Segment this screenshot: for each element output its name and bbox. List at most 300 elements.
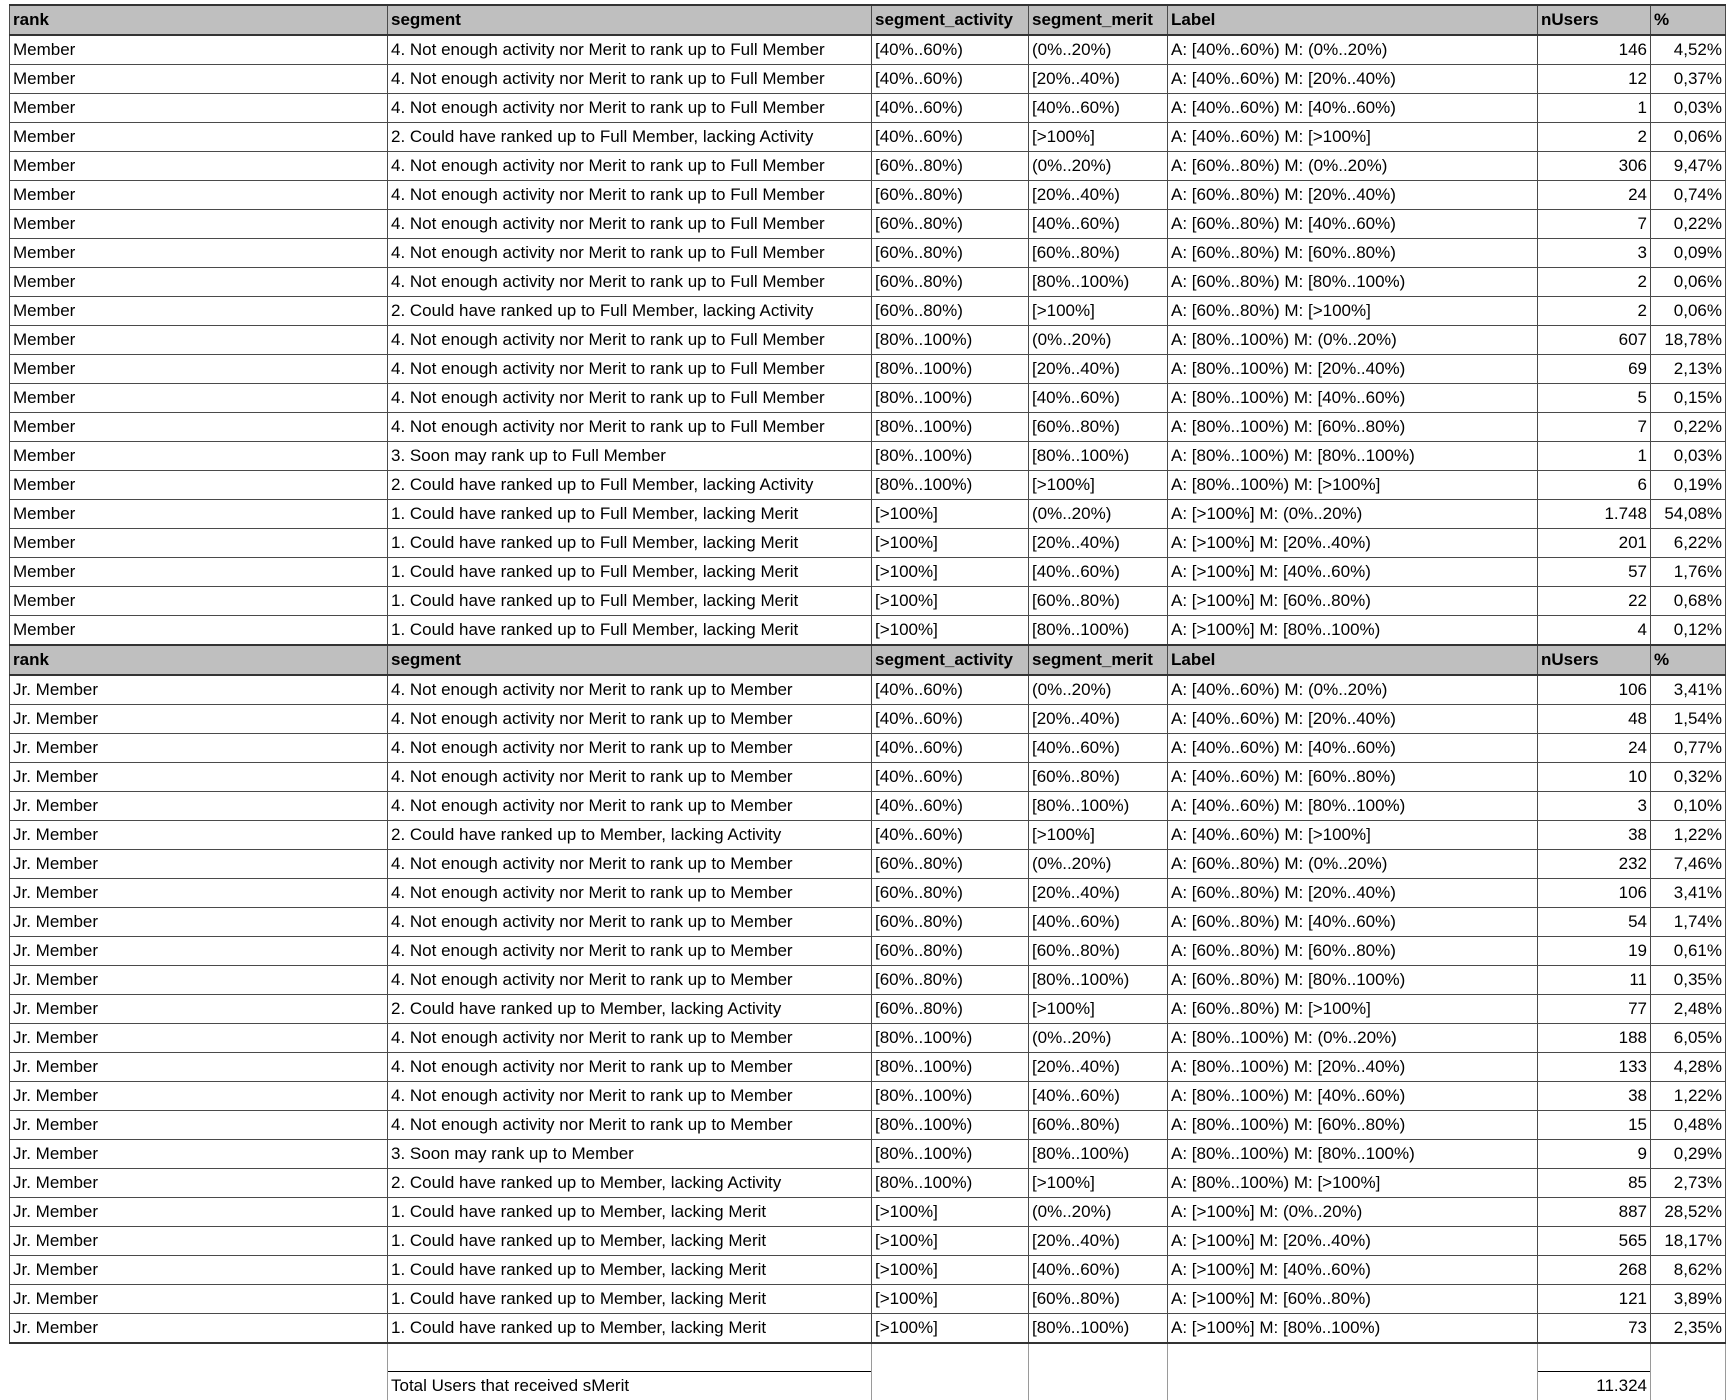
column-header-nusers[interactable]: nUsers	[1538, 645, 1651, 675]
cell-percent[interactable]: 0,09%	[1651, 239, 1726, 268]
cell-label[interactable]: A: [40%..60%) M: [80%..100%)	[1168, 792, 1538, 821]
cell-label[interactable]: A: [40%..60%) M: [>100%]	[1168, 123, 1538, 152]
cell-segment[interactable]: 4. Not enough activity nor Merit to rank up to Member	[388, 792, 872, 821]
cell-segment-merit[interactable]: [60%..80%)	[1029, 413, 1168, 442]
cell-nusers[interactable]: 7	[1538, 413, 1651, 442]
cell-percent[interactable]: 0,37%	[1651, 65, 1726, 94]
cell-segment-merit[interactable]: [60%..80%)	[1029, 763, 1168, 792]
cell-segment-activity[interactable]: [80%..100%)	[872, 384, 1029, 413]
cell-rank[interactable]: Member	[10, 616, 388, 646]
column-header-segment-merit[interactable]: segment_merit	[1029, 645, 1168, 675]
cell-percent[interactable]: 0,15%	[1651, 384, 1726, 413]
cell-label[interactable]: A: [80%..100%) M: [40%..60%)	[1168, 1082, 1538, 1111]
cell-segment-merit[interactable]: [80%..100%)	[1029, 1140, 1168, 1169]
empty-cell[interactable]	[10, 1371, 388, 1400]
empty-cell[interactable]	[1651, 1343, 1726, 1371]
cell-percent[interactable]: 6,05%	[1651, 1024, 1726, 1053]
cell-label[interactable]: A: [>100%] M: [20%..40%)	[1168, 529, 1538, 558]
cell-segment[interactable]: 1. Could have ranked up to Full Member, lacking Merit	[388, 500, 872, 529]
cell-nusers[interactable]: 146	[1538, 35, 1651, 65]
cell-segment-activity[interactable]: [60%..80%)	[872, 239, 1029, 268]
cell-nusers[interactable]: 887	[1538, 1198, 1651, 1227]
cell-label[interactable]: A: [60%..80%) M: (0%..20%)	[1168, 850, 1538, 879]
cell-label[interactable]: A: [80%..100%) M: [60%..80%)	[1168, 1111, 1538, 1140]
cell-rank[interactable]: Jr. Member	[10, 1256, 388, 1285]
cell-percent[interactable]: 9,47%	[1651, 152, 1726, 181]
cell-label[interactable]: A: [>100%] M: [20%..40%)	[1168, 1227, 1538, 1256]
cell-label[interactable]: A: [60%..80%) M: [80%..100%)	[1168, 966, 1538, 995]
cell-segment[interactable]: 4. Not enough activity nor Merit to rank up to Full Member	[388, 355, 872, 384]
cell-segment-merit[interactable]: [80%..100%)	[1029, 616, 1168, 646]
cell-percent[interactable]: 3,41%	[1651, 879, 1726, 908]
cell-segment[interactable]: 4. Not enough activity nor Merit to rank up to Member	[388, 879, 872, 908]
cell-segment-merit[interactable]: [20%..40%)	[1029, 181, 1168, 210]
cell-percent[interactable]: 0,22%	[1651, 210, 1726, 239]
cell-segment[interactable]: 4. Not enough activity nor Merit to rank up to Full Member	[388, 239, 872, 268]
cell-segment[interactable]: 4. Not enough activity nor Merit to rank up to Member	[388, 966, 872, 995]
cell-segment-activity[interactable]: [80%..100%)	[872, 326, 1029, 355]
cell-nusers[interactable]: 57	[1538, 558, 1651, 587]
cell-nusers[interactable]: 11	[1538, 966, 1651, 995]
cell-segment-merit[interactable]: [80%..100%)	[1029, 792, 1168, 821]
cell-segment-activity[interactable]: [60%..80%)	[872, 268, 1029, 297]
cell-segment[interactable]: 2. Could have ranked up to Member, lacking Activity	[388, 821, 872, 850]
cell-nusers[interactable]: 1	[1538, 442, 1651, 471]
cell-segment-activity[interactable]: [60%..80%)	[872, 937, 1029, 966]
cell-percent[interactable]: 0,19%	[1651, 471, 1726, 500]
cell-segment-activity[interactable]: [80%..100%)	[872, 442, 1029, 471]
cell-segment[interactable]: 4. Not enough activity nor Merit to rank up to Full Member	[388, 65, 872, 94]
cell-segment[interactable]: 4. Not enough activity nor Merit to rank up to Full Member	[388, 94, 872, 123]
cell-segment[interactable]: 4. Not enough activity nor Merit to rank up to Member	[388, 763, 872, 792]
cell-segment-activity[interactable]: [80%..100%)	[872, 1024, 1029, 1053]
empty-cell[interactable]	[388, 1343, 872, 1371]
cell-rank[interactable]: Jr. Member	[10, 850, 388, 879]
cell-segment-activity[interactable]: [60%..80%)	[872, 995, 1029, 1024]
empty-cell[interactable]	[872, 1371, 1029, 1400]
cell-rank[interactable]: Jr. Member	[10, 1053, 388, 1082]
cell-percent[interactable]: 3,89%	[1651, 1285, 1726, 1314]
cell-nusers[interactable]: 565	[1538, 1227, 1651, 1256]
cell-rank[interactable]: Member	[10, 152, 388, 181]
cell-label[interactable]: A: [>100%] M: [80%..100%)	[1168, 616, 1538, 646]
cell-label[interactable]: A: [60%..80%) M: [60%..80%)	[1168, 239, 1538, 268]
empty-cell[interactable]	[1538, 1343, 1651, 1371]
cell-segment-activity[interactable]: [>100%]	[872, 500, 1029, 529]
cell-percent[interactable]: 7,46%	[1651, 850, 1726, 879]
cell-percent[interactable]: 0,06%	[1651, 297, 1726, 326]
cell-segment-merit[interactable]: [40%..60%)	[1029, 908, 1168, 937]
cell-segment[interactable]: 4. Not enough activity nor Merit to rank up to Member	[388, 908, 872, 937]
cell-rank[interactable]: Jr. Member	[10, 1285, 388, 1314]
cell-segment[interactable]: 1. Could have ranked up to Full Member, lacking Merit	[388, 616, 872, 646]
cell-segment-merit[interactable]: [>100%]	[1029, 297, 1168, 326]
cell-segment[interactable]: 4. Not enough activity nor Merit to rank up to Member	[388, 705, 872, 734]
cell-percent[interactable]: 28,52%	[1651, 1198, 1726, 1227]
cell-percent[interactable]: 0,06%	[1651, 268, 1726, 297]
cell-segment-activity[interactable]: [40%..60%)	[872, 763, 1029, 792]
cell-rank[interactable]: Member	[10, 384, 388, 413]
cell-rank[interactable]: Member	[10, 587, 388, 616]
cell-segment-merit[interactable]: [40%..60%)	[1029, 210, 1168, 239]
cell-rank[interactable]: Jr. Member	[10, 1111, 388, 1140]
cell-nusers[interactable]: 85	[1538, 1169, 1651, 1198]
cell-percent[interactable]: 1,74%	[1651, 908, 1726, 937]
column-header-label[interactable]: Label	[1168, 645, 1538, 675]
cell-rank[interactable]: Member	[10, 558, 388, 587]
empty-cell[interactable]	[1651, 1371, 1726, 1400]
cell-nusers[interactable]: 54	[1538, 908, 1651, 937]
cell-rank[interactable]: Jr. Member	[10, 763, 388, 792]
cell-nusers[interactable]: 9	[1538, 1140, 1651, 1169]
cell-rank[interactable]: Member	[10, 413, 388, 442]
cell-segment-activity[interactable]: [40%..60%)	[872, 65, 1029, 94]
cell-segment-activity[interactable]: [40%..60%)	[872, 821, 1029, 850]
cell-segment-merit[interactable]: [40%..60%)	[1029, 734, 1168, 763]
cell-segment-activity[interactable]: [80%..100%)	[872, 413, 1029, 442]
cell-segment-activity[interactable]: [>100%]	[872, 1256, 1029, 1285]
cell-label[interactable]: A: [>100%] M: [60%..80%)	[1168, 587, 1538, 616]
cell-percent[interactable]: 3,41%	[1651, 675, 1726, 705]
column-header-segment-activity[interactable]: segment_activity	[872, 5, 1029, 35]
cell-segment-activity[interactable]: [80%..100%)	[872, 355, 1029, 384]
cell-segment-activity[interactable]: [>100%]	[872, 1227, 1029, 1256]
cell-segment-merit[interactable]: [20%..40%)	[1029, 1053, 1168, 1082]
cell-rank[interactable]: Jr. Member	[10, 1024, 388, 1053]
cell-nusers[interactable]: 48	[1538, 705, 1651, 734]
column-header-segment[interactable]: segment	[388, 645, 872, 675]
cell-segment-merit[interactable]: [20%..40%)	[1029, 1227, 1168, 1256]
cell-rank[interactable]: Jr. Member	[10, 1082, 388, 1111]
cell-label[interactable]: A: [40%..60%) M: [>100%]	[1168, 821, 1538, 850]
cell-segment-merit[interactable]: [40%..60%)	[1029, 1256, 1168, 1285]
cell-label[interactable]: A: [80%..100%) M: [80%..100%)	[1168, 1140, 1538, 1169]
cell-segment-merit[interactable]: [20%..40%)	[1029, 65, 1168, 94]
empty-cell[interactable]	[1168, 1343, 1538, 1371]
cell-percent[interactable]: 0,03%	[1651, 442, 1726, 471]
cell-segment-activity[interactable]: [60%..80%)	[872, 966, 1029, 995]
cell-segment-merit[interactable]: [40%..60%)	[1029, 558, 1168, 587]
cell-label[interactable]: A: [40%..60%) M: (0%..20%)	[1168, 675, 1538, 705]
cell-rank[interactable]: Jr. Member	[10, 675, 388, 705]
cell-segment[interactable]: 1. Could have ranked up to Full Member, lacking Merit	[388, 529, 872, 558]
cell-nusers[interactable]: 5	[1538, 384, 1651, 413]
cell-percent[interactable]: 2,13%	[1651, 355, 1726, 384]
cell-segment-merit[interactable]: [20%..40%)	[1029, 355, 1168, 384]
cell-segment-merit[interactable]: (0%..20%)	[1029, 1198, 1168, 1227]
cell-nusers[interactable]: 268	[1538, 1256, 1651, 1285]
cell-rank[interactable]: Jr. Member	[10, 1314, 388, 1344]
empty-cell[interactable]	[1168, 1371, 1538, 1400]
cell-nusers[interactable]: 3	[1538, 792, 1651, 821]
cell-label[interactable]: A: [>100%] M: (0%..20%)	[1168, 1198, 1538, 1227]
cell-segment-merit[interactable]: (0%..20%)	[1029, 326, 1168, 355]
cell-segment[interactable]: 1. Could have ranked up to Member, lacking Merit	[388, 1256, 872, 1285]
cell-rank[interactable]: Jr. Member	[10, 937, 388, 966]
empty-cell[interactable]	[1029, 1371, 1168, 1400]
cell-segment-activity[interactable]: [40%..60%)	[872, 35, 1029, 65]
cell-nusers[interactable]: 1	[1538, 94, 1651, 123]
cell-rank[interactable]: Jr. Member	[10, 792, 388, 821]
cell-percent[interactable]: 18,78%	[1651, 326, 1726, 355]
total-value[interactable]: 11.324	[1538, 1371, 1651, 1400]
cell-percent[interactable]: 0,03%	[1651, 94, 1726, 123]
cell-nusers[interactable]: 607	[1538, 326, 1651, 355]
cell-label[interactable]: A: [60%..80%) M: [>100%]	[1168, 995, 1538, 1024]
cell-rank[interactable]: Jr. Member	[10, 1169, 388, 1198]
cell-label[interactable]: A: [60%..80%) M: [60%..80%)	[1168, 937, 1538, 966]
cell-segment[interactable]: 1. Could have ranked up to Member, lacking Merit	[388, 1285, 872, 1314]
cell-label[interactable]: A: [80%..100%) M: [40%..60%)	[1168, 384, 1538, 413]
cell-rank[interactable]: Member	[10, 297, 388, 326]
cell-segment[interactable]: 4. Not enough activity nor Merit to rank up to Full Member	[388, 268, 872, 297]
cell-label[interactable]: A: [40%..60%) M: [20%..40%)	[1168, 65, 1538, 94]
cell-rank[interactable]: Jr. Member	[10, 879, 388, 908]
cell-nusers[interactable]: 106	[1538, 675, 1651, 705]
cell-nusers[interactable]: 1.748	[1538, 500, 1651, 529]
cell-segment-activity[interactable]: [>100%]	[872, 558, 1029, 587]
cell-segment[interactable]: 4. Not enough activity nor Merit to rank up to Member	[388, 850, 872, 879]
cell-percent[interactable]: 0,32%	[1651, 763, 1726, 792]
cell-label[interactable]: A: [80%..100%) M: [>100%]	[1168, 471, 1538, 500]
cell-nusers[interactable]: 121	[1538, 1285, 1651, 1314]
cell-label[interactable]: A: [60%..80%) M: [20%..40%)	[1168, 181, 1538, 210]
cell-nusers[interactable]: 7	[1538, 210, 1651, 239]
cell-rank[interactable]: Jr. Member	[10, 1198, 388, 1227]
cell-segment-merit[interactable]: [20%..40%)	[1029, 705, 1168, 734]
cell-label[interactable]: A: [40%..60%) M: [60%..80%)	[1168, 763, 1538, 792]
cell-segment-activity[interactable]: [40%..60%)	[872, 792, 1029, 821]
cell-percent[interactable]: 0,12%	[1651, 616, 1726, 646]
cell-label[interactable]: A: [80%..100%) M: [80%..100%)	[1168, 442, 1538, 471]
cell-rank[interactable]: Jr. Member	[10, 908, 388, 937]
cell-rank[interactable]: Member	[10, 442, 388, 471]
cell-percent[interactable]: 1,54%	[1651, 705, 1726, 734]
column-header-segment-activity[interactable]: segment_activity	[872, 645, 1029, 675]
cell-segment-activity[interactable]: [60%..80%)	[872, 152, 1029, 181]
cell-segment[interactable]: 4. Not enough activity nor Merit to rank up to Full Member	[388, 384, 872, 413]
cell-nusers[interactable]: 77	[1538, 995, 1651, 1024]
cell-segment[interactable]: 4. Not enough activity nor Merit to rank up to Member	[388, 734, 872, 763]
cell-segment-merit[interactable]: (0%..20%)	[1029, 1024, 1168, 1053]
cell-rank[interactable]: Member	[10, 210, 388, 239]
cell-segment[interactable]: 3. Soon may rank up to Member	[388, 1140, 872, 1169]
cell-segment[interactable]: 2. Could have ranked up to Member, lacking Activity	[388, 995, 872, 1024]
cell-segment[interactable]: 4. Not enough activity nor Merit to rank up to Full Member	[388, 413, 872, 442]
cell-segment-merit[interactable]: [40%..60%)	[1029, 1082, 1168, 1111]
cell-nusers[interactable]: 24	[1538, 734, 1651, 763]
cell-label[interactable]: A: [60%..80%) M: [20%..40%)	[1168, 879, 1538, 908]
empty-cell[interactable]	[872, 1343, 1029, 1371]
cell-segment[interactable]: 2. Could have ranked up to Full Member, lacking Activity	[388, 297, 872, 326]
cell-label[interactable]: A: [80%..100%) M: [20%..40%)	[1168, 1053, 1538, 1082]
column-header-label[interactable]: Label	[1168, 5, 1538, 35]
cell-segment[interactable]: 4. Not enough activity nor Merit to rank up to Full Member	[388, 35, 872, 65]
cell-segment[interactable]: 3. Soon may rank up to Full Member	[388, 442, 872, 471]
cell-rank[interactable]: Member	[10, 181, 388, 210]
cell-percent[interactable]: 0,10%	[1651, 792, 1726, 821]
cell-segment-merit[interactable]: [60%..80%)	[1029, 937, 1168, 966]
cell-label[interactable]: A: [60%..80%) M: (0%..20%)	[1168, 152, 1538, 181]
cell-rank[interactable]: Member	[10, 529, 388, 558]
cell-segment-activity[interactable]: [40%..60%)	[872, 123, 1029, 152]
column-header-pct[interactable]: %	[1651, 645, 1726, 675]
cell-rank[interactable]: Member	[10, 123, 388, 152]
cell-segment[interactable]: 2. Could have ranked up to Member, lacking Activity	[388, 1169, 872, 1198]
column-header-pct[interactable]: %	[1651, 5, 1726, 35]
cell-percent[interactable]: 0,61%	[1651, 937, 1726, 966]
column-header-rank[interactable]: rank	[10, 5, 388, 35]
cell-segment-merit[interactable]: [40%..60%)	[1029, 384, 1168, 413]
cell-segment-merit[interactable]: [80%..100%)	[1029, 1314, 1168, 1344]
cell-percent[interactable]: 4,28%	[1651, 1053, 1726, 1082]
cell-segment-activity[interactable]: [60%..80%)	[872, 908, 1029, 937]
cell-nusers[interactable]: 6	[1538, 471, 1651, 500]
cell-label[interactable]: A: [60%..80%) M: [>100%]	[1168, 297, 1538, 326]
cell-segment-merit[interactable]: [60%..80%)	[1029, 239, 1168, 268]
cell-segment[interactable]: 4. Not enough activity nor Merit to rank up to Full Member	[388, 181, 872, 210]
cell-segment[interactable]: 1. Could have ranked up to Member, lacking Merit	[388, 1198, 872, 1227]
cell-label[interactable]: A: [80%..100%) M: [60%..80%)	[1168, 413, 1538, 442]
cell-segment-merit[interactable]: (0%..20%)	[1029, 152, 1168, 181]
cell-percent[interactable]: 0,06%	[1651, 123, 1726, 152]
cell-segment[interactable]: 4. Not enough activity nor Merit to rank up to Full Member	[388, 152, 872, 181]
cell-nusers[interactable]: 106	[1538, 879, 1651, 908]
cell-percent[interactable]: 0,22%	[1651, 413, 1726, 442]
cell-percent[interactable]: 1,22%	[1651, 1082, 1726, 1111]
cell-segment-activity[interactable]: [80%..100%)	[872, 1169, 1029, 1198]
cell-nusers[interactable]: 3	[1538, 239, 1651, 268]
cell-segment-merit[interactable]: [60%..80%)	[1029, 587, 1168, 616]
cell-rank[interactable]: Member	[10, 65, 388, 94]
cell-percent[interactable]: 0,68%	[1651, 587, 1726, 616]
total-label[interactable]: Total Users that received sMerit	[388, 1371, 872, 1400]
cell-nusers[interactable]: 306	[1538, 152, 1651, 181]
cell-segment[interactable]: 1. Could have ranked up to Full Member, lacking Merit	[388, 587, 872, 616]
cell-rank[interactable]: Member	[10, 500, 388, 529]
column-header-rank[interactable]: rank	[10, 645, 388, 675]
cell-nusers[interactable]: 24	[1538, 181, 1651, 210]
cell-segment-merit[interactable]: [60%..80%)	[1029, 1285, 1168, 1314]
cell-label[interactable]: A: [40%..60%) M: [20%..40%)	[1168, 705, 1538, 734]
cell-segment-activity[interactable]: [60%..80%)	[872, 297, 1029, 326]
cell-nusers[interactable]: 22	[1538, 587, 1651, 616]
cell-segment-merit[interactable]: [80%..100%)	[1029, 966, 1168, 995]
cell-segment-merit[interactable]: [80%..100%)	[1029, 268, 1168, 297]
cell-segment-activity[interactable]: [60%..80%)	[872, 210, 1029, 239]
cell-label[interactable]: A: [40%..60%) M: (0%..20%)	[1168, 35, 1538, 65]
cell-segment-merit[interactable]: (0%..20%)	[1029, 500, 1168, 529]
cell-segment-merit[interactable]: [20%..40%)	[1029, 529, 1168, 558]
cell-percent[interactable]: 18,17%	[1651, 1227, 1726, 1256]
cell-label[interactable]: A: [80%..100%) M: [>100%]	[1168, 1169, 1538, 1198]
cell-segment-merit[interactable]: [>100%]	[1029, 1169, 1168, 1198]
cell-percent[interactable]: 4,52%	[1651, 35, 1726, 65]
cell-rank[interactable]: Jr. Member	[10, 966, 388, 995]
cell-percent[interactable]: 0,48%	[1651, 1111, 1726, 1140]
cell-rank[interactable]: Member	[10, 94, 388, 123]
column-header-segment[interactable]: segment	[388, 5, 872, 35]
cell-nusers[interactable]: 2	[1538, 123, 1651, 152]
cell-segment-merit[interactable]: [40%..60%)	[1029, 94, 1168, 123]
cell-nusers[interactable]: 232	[1538, 850, 1651, 879]
cell-label[interactable]: A: [80%..100%) M: [20%..40%)	[1168, 355, 1538, 384]
cell-segment[interactable]: 4. Not enough activity nor Merit to rank up to Member	[388, 1111, 872, 1140]
cell-segment-merit[interactable]: [>100%]	[1029, 471, 1168, 500]
empty-cell[interactable]	[10, 1343, 388, 1371]
cell-percent[interactable]: 0,29%	[1651, 1140, 1726, 1169]
cell-nusers[interactable]: 2	[1538, 297, 1651, 326]
cell-segment-merit[interactable]: [20%..40%)	[1029, 879, 1168, 908]
cell-label[interactable]: A: [60%..80%) M: [80%..100%)	[1168, 268, 1538, 297]
cell-nusers[interactable]: 73	[1538, 1314, 1651, 1344]
cell-segment-activity[interactable]: [80%..100%)	[872, 1140, 1029, 1169]
cell-segment-merit[interactable]: [>100%]	[1029, 995, 1168, 1024]
cell-segment[interactable]: 4. Not enough activity nor Merit to rank up to Full Member	[388, 326, 872, 355]
cell-label[interactable]: A: [>100%] M: [40%..60%)	[1168, 1256, 1538, 1285]
cell-segment-activity[interactable]: [40%..60%)	[872, 675, 1029, 705]
cell-label[interactable]: A: [60%..80%) M: [40%..60%)	[1168, 210, 1538, 239]
cell-rank[interactable]: Jr. Member	[10, 821, 388, 850]
cell-percent[interactable]: 1,76%	[1651, 558, 1726, 587]
cell-label[interactable]: A: [>100%] M: [80%..100%)	[1168, 1314, 1538, 1344]
cell-percent[interactable]: 0,74%	[1651, 181, 1726, 210]
cell-nusers[interactable]: 10	[1538, 763, 1651, 792]
cell-segment[interactable]: 4. Not enough activity nor Merit to rank up to Member	[388, 675, 872, 705]
cell-percent[interactable]: 2,48%	[1651, 995, 1726, 1024]
cell-segment-activity[interactable]: [>100%]	[872, 1198, 1029, 1227]
cell-segment-activity[interactable]: [>100%]	[872, 1285, 1029, 1314]
cell-segment[interactable]: 1. Could have ranked up to Member, lacking Merit	[388, 1227, 872, 1256]
cell-percent[interactable]: 6,22%	[1651, 529, 1726, 558]
column-header-segment-merit[interactable]: segment_merit	[1029, 5, 1168, 35]
cell-nusers[interactable]: 188	[1538, 1024, 1651, 1053]
cell-label[interactable]: A: [60%..80%) M: [40%..60%)	[1168, 908, 1538, 937]
cell-label[interactable]: A: [>100%] M: [40%..60%)	[1168, 558, 1538, 587]
cell-segment-activity[interactable]: [40%..60%)	[872, 94, 1029, 123]
cell-segment-activity[interactable]: [60%..80%)	[872, 181, 1029, 210]
cell-segment-merit[interactable]: (0%..20%)	[1029, 675, 1168, 705]
cell-segment-merit[interactable]: [>100%]	[1029, 821, 1168, 850]
cell-segment-activity[interactable]: [60%..80%)	[872, 850, 1029, 879]
cell-label[interactable]: A: [80%..100%) M: (0%..20%)	[1168, 1024, 1538, 1053]
cell-rank[interactable]: Member	[10, 239, 388, 268]
cell-rank[interactable]: Member	[10, 35, 388, 65]
cell-segment-activity[interactable]: [>100%]	[872, 1314, 1029, 1344]
cell-rank[interactable]: Member	[10, 471, 388, 500]
cell-segment[interactable]: 4. Not enough activity nor Merit to rank up to Member	[388, 1053, 872, 1082]
cell-segment-activity[interactable]: [80%..100%)	[872, 1053, 1029, 1082]
cell-segment-merit[interactable]: (0%..20%)	[1029, 35, 1168, 65]
cell-nusers[interactable]: 15	[1538, 1111, 1651, 1140]
cell-label[interactable]: A: [>100%] M: [60%..80%)	[1168, 1285, 1538, 1314]
cell-segment[interactable]: 4. Not enough activity nor Merit to rank up to Member	[388, 1082, 872, 1111]
cell-percent[interactable]: 1,22%	[1651, 821, 1726, 850]
cell-label[interactable]: A: [40%..60%) M: [40%..60%)	[1168, 94, 1538, 123]
cell-segment-activity[interactable]: [80%..100%)	[872, 1111, 1029, 1140]
cell-segment[interactable]: 4. Not enough activity nor Merit to rank up to Member	[388, 1024, 872, 1053]
cell-segment[interactable]: 2. Could have ranked up to Full Member, lacking Activity	[388, 471, 872, 500]
cell-nusers[interactable]: 133	[1538, 1053, 1651, 1082]
cell-segment[interactable]: 4. Not enough activity nor Merit to rank up to Member	[388, 937, 872, 966]
cell-percent[interactable]: 2,35%	[1651, 1314, 1726, 1344]
cell-rank[interactable]: Member	[10, 268, 388, 297]
cell-segment-activity[interactable]: [>100%]	[872, 529, 1029, 558]
cell-percent[interactable]: 54,08%	[1651, 500, 1726, 529]
cell-segment-activity[interactable]: [>100%]	[872, 616, 1029, 646]
cell-segment[interactable]: 4. Not enough activity nor Merit to rank up to Full Member	[388, 210, 872, 239]
cell-segment-merit[interactable]: [>100%]	[1029, 123, 1168, 152]
